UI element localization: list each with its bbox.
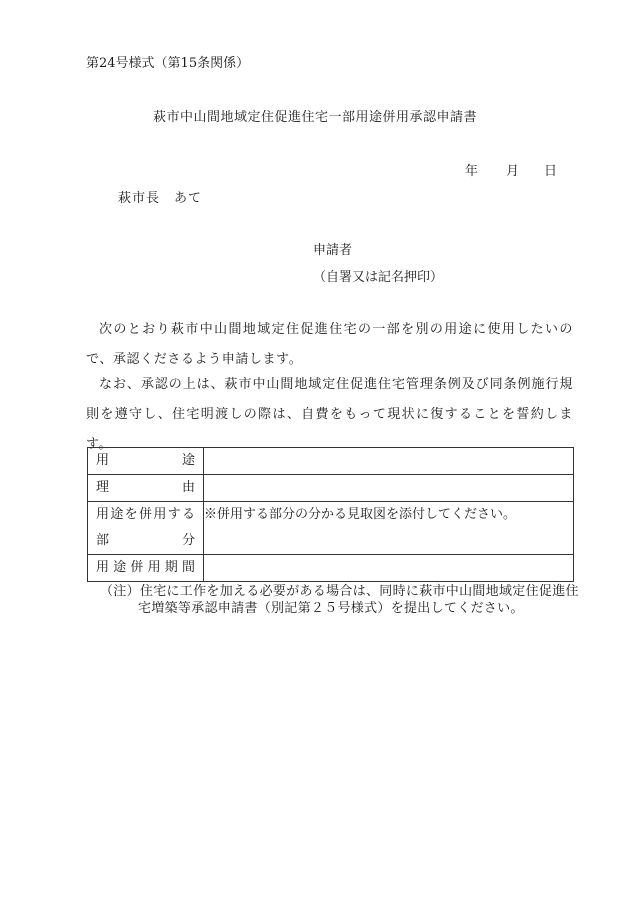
date-year-label: 年 <box>465 164 479 179</box>
date-day-label: 日 <box>544 164 558 179</box>
form-number: 第24号様式（第15条関係） <box>86 56 250 71</box>
table-row-reason <box>88 475 574 502</box>
field-usage[interactable] <box>204 448 574 475</box>
footnote-line-2: 宅増築等承認申請書（別記第２５号様式）を提出してください。 <box>138 601 524 616</box>
addressee: 萩市長 あて <box>118 191 203 206</box>
document-title: 萩市中山間地域定住促進住宅一部用途併用承認申請書 <box>152 110 477 125</box>
body-paragraph-pledge: なお、承認の上は、萩市中山間地域定住促進住宅管理条例及び同条例施行規則を遵守し、住宅明渡しの際は、自費をもって現状に復することを誓約します。 <box>86 377 573 452</box>
application-table <box>87 447 574 582</box>
field-shared-part[interactable]: ※併用する部分の分かる見取図を添付してください。 <box>204 502 574 555</box>
date-month-label: 月 <box>506 164 520 179</box>
table-row-usage <box>88 448 574 475</box>
label-shared-period: 用 途 併 用 期 間 <box>88 555 204 582</box>
field-shared-period[interactable] <box>204 555 574 582</box>
label-shared-part: 用 途 を 併 用 す る 部 分 <box>88 502 204 555</box>
body-paragraph-request: 次のとおり萩市中山間地域定住促進住宅の一部を別の用途に使用したいので、承認くださるよう申請します。 <box>86 322 573 367</box>
footnote-line-1: （注）住宅に工作を加える必要がある場合は、同時に萩市中山間地域定住促進住 <box>100 584 579 599</box>
table-row-shared-part <box>88 502 574 555</box>
label-usage: 用 途 <box>88 448 204 475</box>
field-reason[interactable] <box>204 475 574 502</box>
applicant-signature-note: （自署又は記名押印） <box>313 270 444 285</box>
footnote <box>100 583 579 617</box>
table-row-shared-period <box>88 555 574 582</box>
applicant-label: 申請者 <box>313 243 353 258</box>
label-reason: 理 由 <box>88 475 204 502</box>
